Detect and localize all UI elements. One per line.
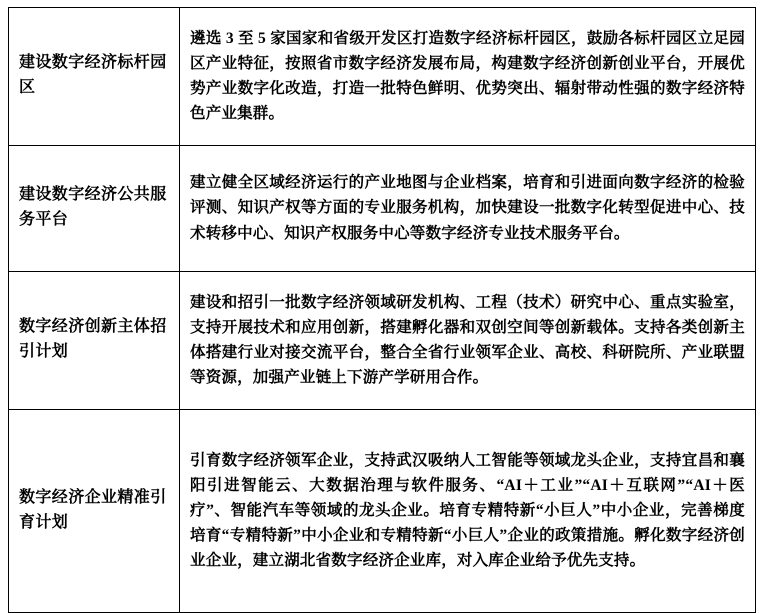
policy-description: 建立健全区域经济运行的产业地图与企业档案，培育和引进面向数字经济的检验评测、知识产权等方面的专业服务机构，加快建设一批数字化转型促进中心、技术转移中心、知识产权服务中心等数字经济专业技术服务平台。	[180, 146, 756, 272]
policy-term: 数字经济创新主体招引计划	[9, 272, 180, 410]
policy-table-body	[9, 8, 756, 613]
policy-description: 引育数字经济领军企业，支持武汉吸纳人工智能等领域龙头企业，支持宜昌和襄阳引进智能云、大数据治理与软件服务、“AI＋工业”“AI＋互联网”“AI＋医疗”、智能汽车等领域的龙头企业。培育专精特新“小巨人”中小企业，完善梯度培育“专精特新”中小企业和专精特新“小巨人”企业的政策措施。孵化数字经济创业企业，建立湖北省数字经济企业库，对入库企业给予优先支持。	[180, 410, 756, 613]
table-row	[9, 146, 756, 272]
table-row	[9, 410, 756, 613]
policy-term: 建设数字经济标杆园区	[9, 8, 180, 146]
policy-description: 遴选 3 至 5 家国家和省级开发区打造数字经济标杆园区，鼓励各标杆园区立足园区产业特征，按照省市数字经济发展布局，构建数字经济创新创业平台，开展优势产业数字化改造，打造一批特色鲜明、优势突出、辐射带动性强的数字经济特色产业集群。	[180, 8, 756, 146]
policy-description: 建设和招引一批数字经济领域研发机构、工程（技术）研究中心、重点实验室，支持开展技术和应用创新，搭建孵化器和双创空间等创新载体。支持各类创新主体搭建行业对接交流平台，整合全省行业领军企业、高校、科研院所、产业联盟等资源，加强产业链上下游产学研用合作。	[180, 272, 756, 410]
policy-term: 建设数字经济公共服务平台	[9, 146, 180, 272]
policy-table	[8, 7, 756, 613]
table-row	[9, 272, 756, 410]
policy-term: 数字经济企业精准引育计划	[9, 410, 180, 613]
table-row	[9, 8, 756, 146]
